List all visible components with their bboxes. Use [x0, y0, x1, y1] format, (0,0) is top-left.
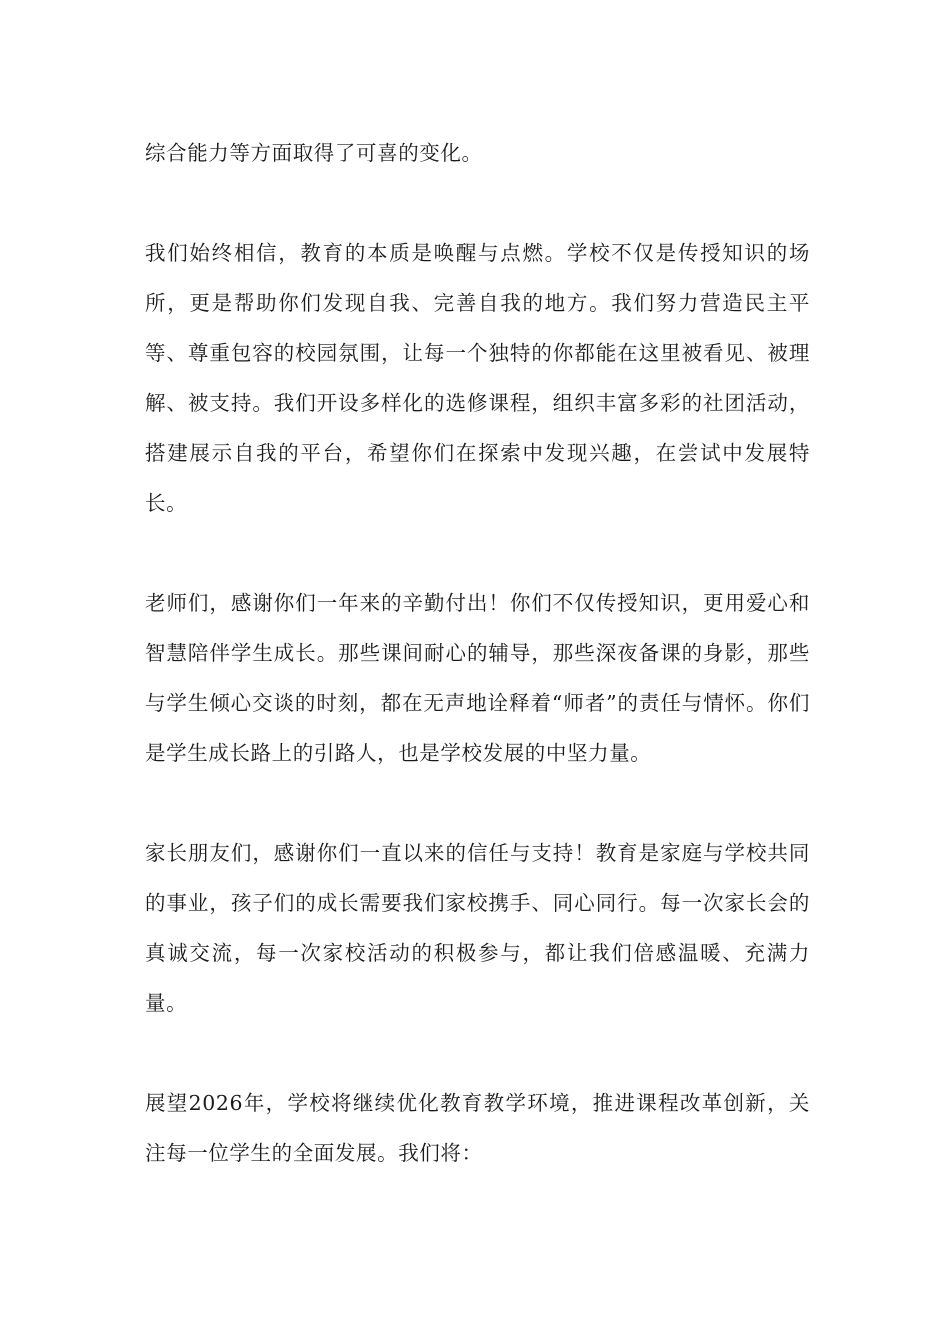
paragraph-parents: 家长朋友们，感谢你们一直以来的信任与支持！教育是家庭与学校共同的事业，孩子们的成长需要我们家校携手、同心同行。每一次家长会的真诚交流，每一次家校活动的积极参与，都让我们倍感温暖、充满力量。: [145, 841, 810, 1015]
paragraph-teachers: 老师们，感谢你们一年来的辛勤付出！你们不仅传授知识，更用爱心和智慧陪伴学生成长。那些课间耐心的辅导，那些深夜备课的身影，那些与学生倾心交谈的时刻，都在无声地诠释着“师者”的责任与情怀。你们是学生成长路上的引路人，也是学校发展的中坚力量。: [145, 591, 810, 765]
document-body: [145, 128, 810, 1178]
paragraph-education-belief: 我们始终相信，教育的本质是唤醒与点燃。学校不仅是传授知识的场所，更是帮助你们发现自我、完善自我的地方。我们努力营造民主平等、尊重包容的校园氛围，让每一个独特的你都能在这里被看见、被理解、被支持。我们开设多样化的选修课程，组织丰富多彩的社团活动，搭建展示自我的平台，希望你们在探索中发现兴趣，在尝试中发展特长。: [145, 241, 810, 515]
paragraph-achievements: 综合能力等方面取得了可喜的变化。: [145, 141, 483, 165]
paragraph-outlook: 展望2026年，学校将继续优化教育教学环境，推进课程改革创新，关注每一位学生的全面发展。我们将：: [145, 1091, 810, 1165]
